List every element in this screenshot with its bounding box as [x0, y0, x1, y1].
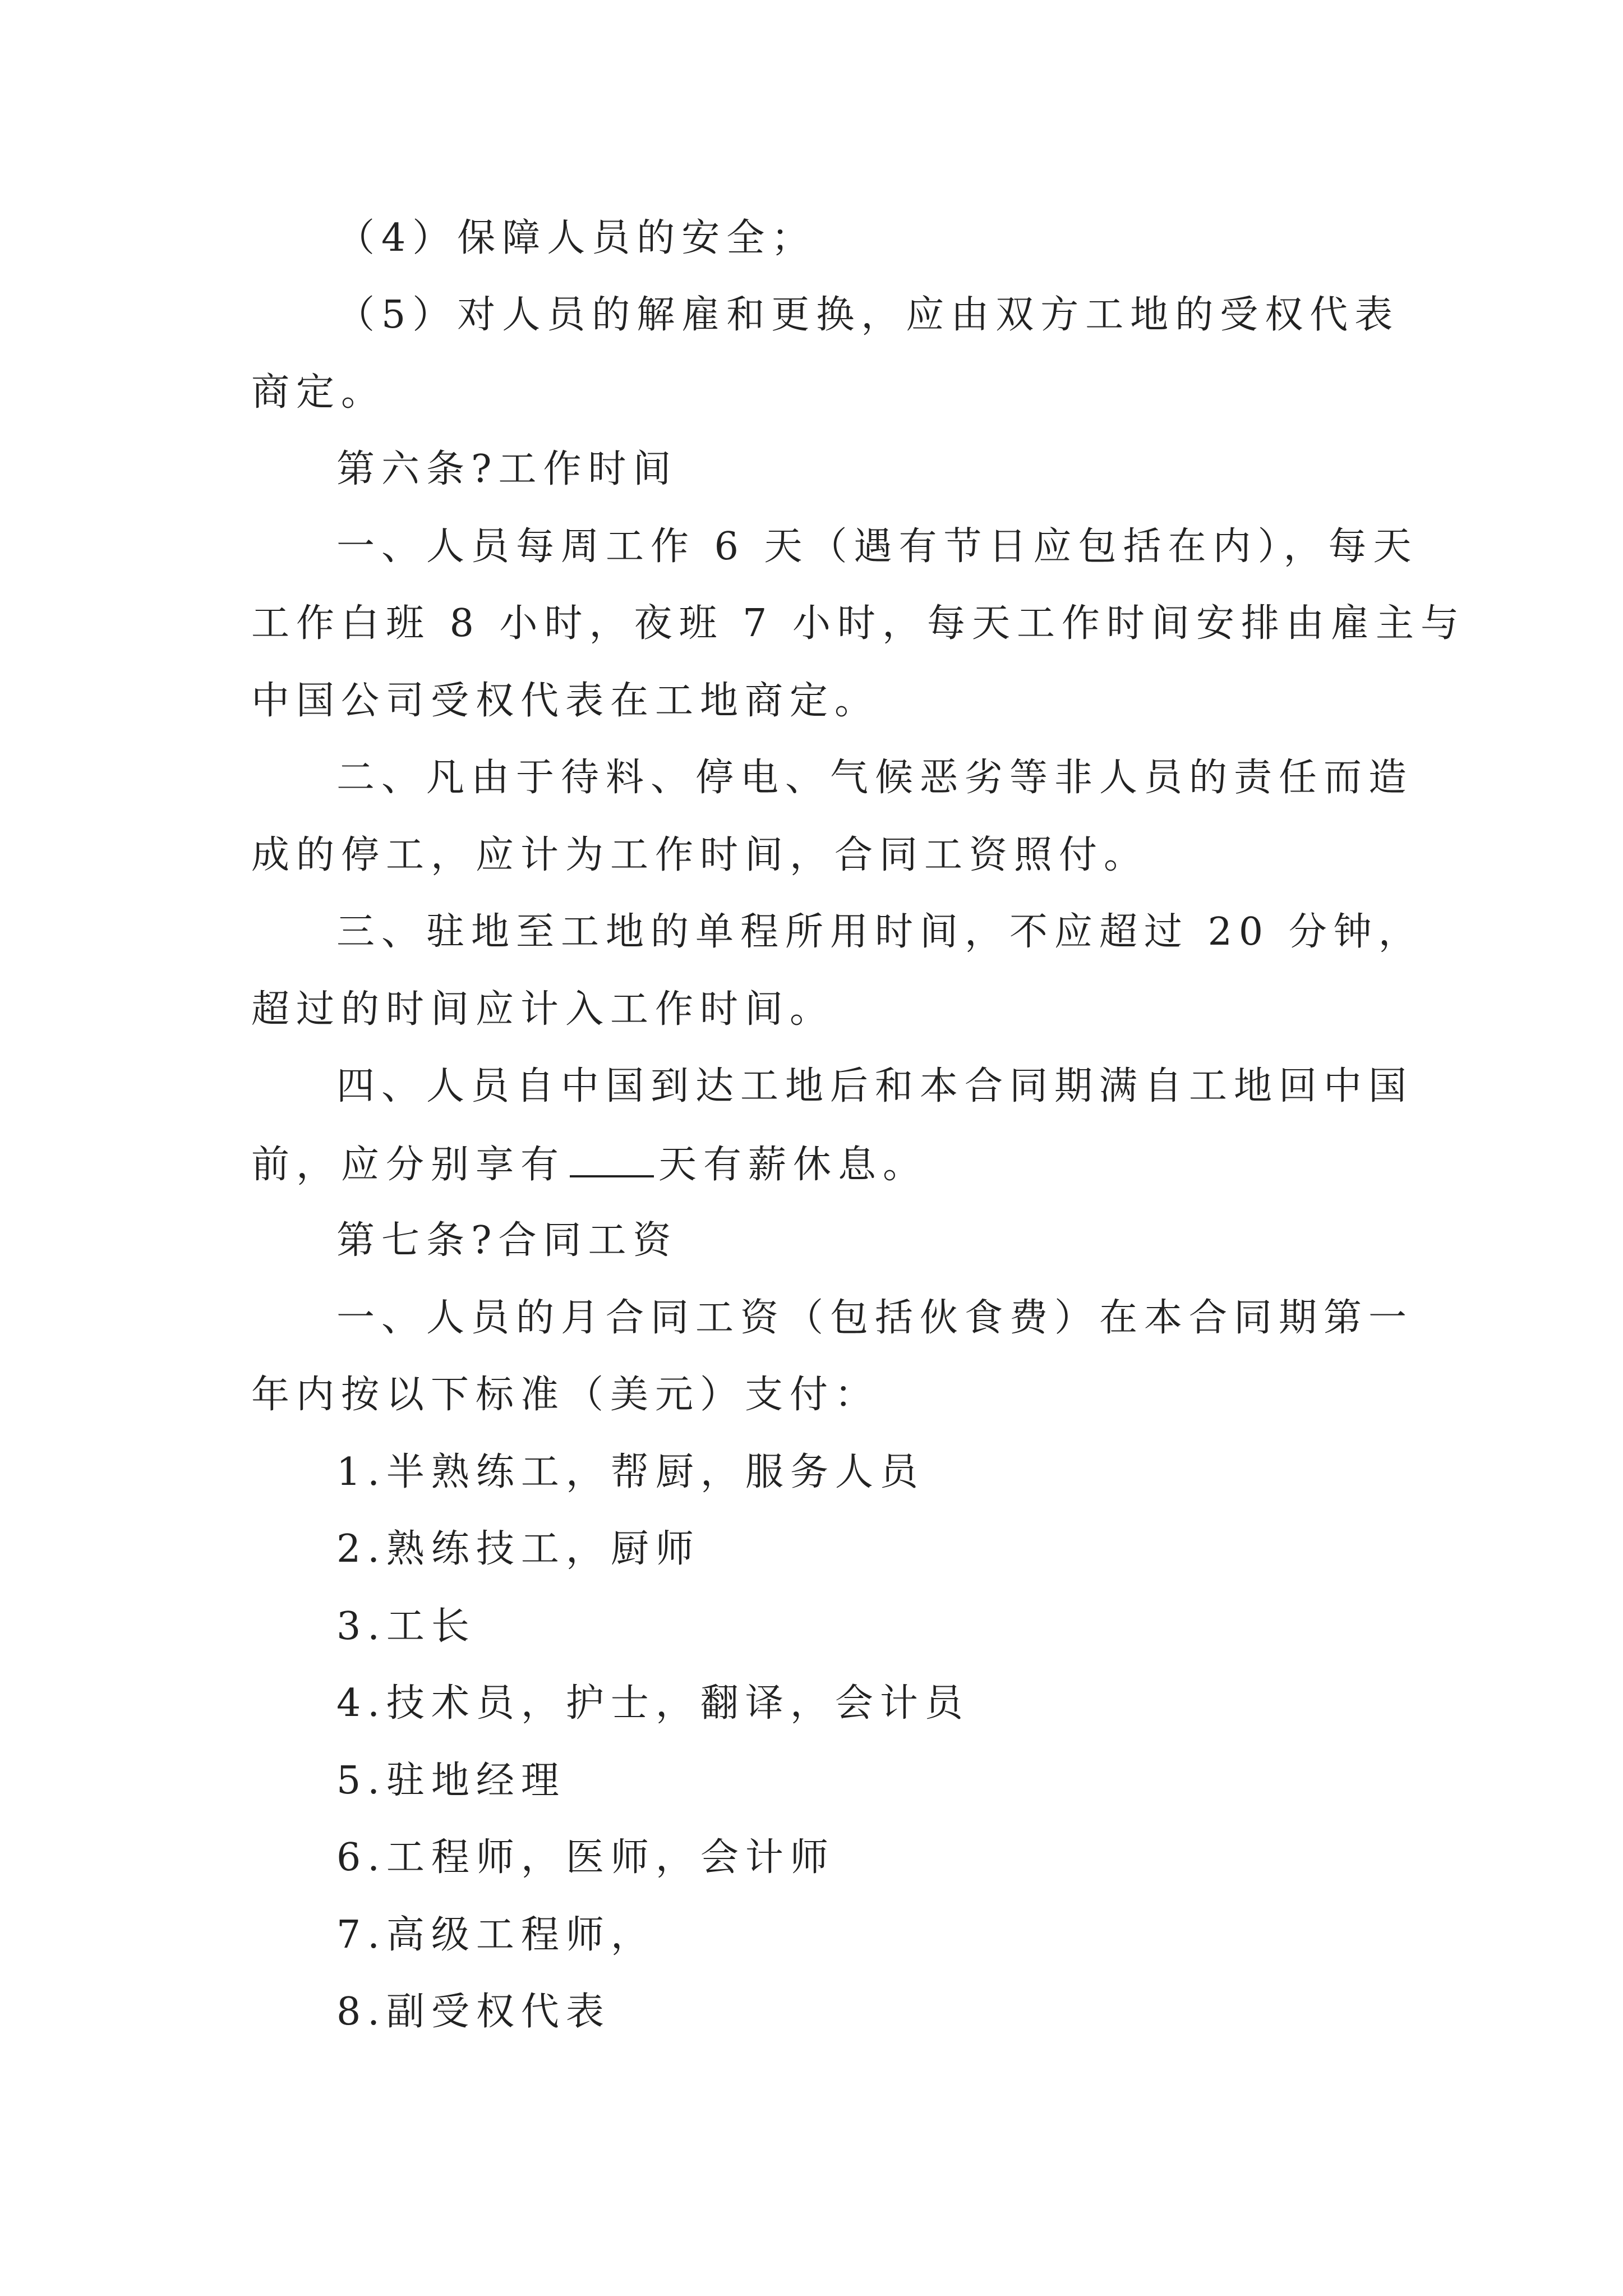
article-6-title: 第六条?工作时间	[336, 447, 678, 491]
article-6-para-3-line-2: 超过的时间应计入工作时间。	[251, 987, 835, 1032]
article-6-para-4-line-2	[251, 1142, 928, 1188]
article-6-para-4-line-1: 四、人员自中国到达工地后和本合同期满自工地回中国	[336, 1064, 1414, 1108]
article-6-para-3-line-1: 三、驻地至工地的单程所用时间，不应超过 20 分钟，	[336, 910, 1423, 954]
article-6-para-1-line-2: 工作白班 8 小时，夜班 7 小时，每天工作时间安排由雇主与	[251, 601, 1465, 646]
item-5-line-2: 商定。	[251, 370, 386, 415]
list-item: 6.工程师，医师，会计师	[336, 1835, 835, 1880]
article-6-para-1-line-1: 一、人员每周工作 6 天（遇有节日应包括在内），每天	[336, 524, 1418, 569]
list-item: 7.高级工程师，	[336, 1913, 656, 1957]
text-before-blank: 前，应分别享有	[251, 1143, 566, 1187]
article-7-title: 第七条?合同工资	[336, 1218, 678, 1263]
article-7-para-1-line-1: 一、人员的月合同工资（包括伙食费）在本合同期第一	[336, 1296, 1414, 1340]
list-item: 4.技术员，护士，翻译，会计员	[336, 1681, 970, 1726]
list-item: 3.工长	[336, 1604, 476, 1649]
text-after-blank: 天有薪休息。	[658, 1143, 928, 1187]
list-item: 1.半熟练工，帮厨，服务人员	[336, 1450, 925, 1494]
item-5-line-1: （5）对人员的解雇和更换，应由双方工地的受权代表	[336, 293, 1400, 337]
article-6-para-2-line-1: 二、凡由于待料、停电、气候恶劣等非人员的责任而造	[336, 756, 1414, 800]
article-6-para-2-line-2: 成的停工，应计为工作时间，合同工资照付。	[251, 833, 1149, 877]
list-item: 5.驻地经理	[336, 1759, 566, 1803]
list-item: 8.副受权代表	[336, 1990, 611, 2034]
article-7-para-1-line-2: 年内按以下标准（美元）支付：	[251, 1373, 880, 1417]
article-6-para-1-line-3: 中国公司受权代表在工地商定。	[251, 679, 880, 723]
list-item: 2.熟练技工，厨师	[336, 1527, 700, 1571]
fill-in-blank	[570, 1142, 654, 1177]
item-4: （4）保障人员的安全；	[336, 216, 817, 260]
